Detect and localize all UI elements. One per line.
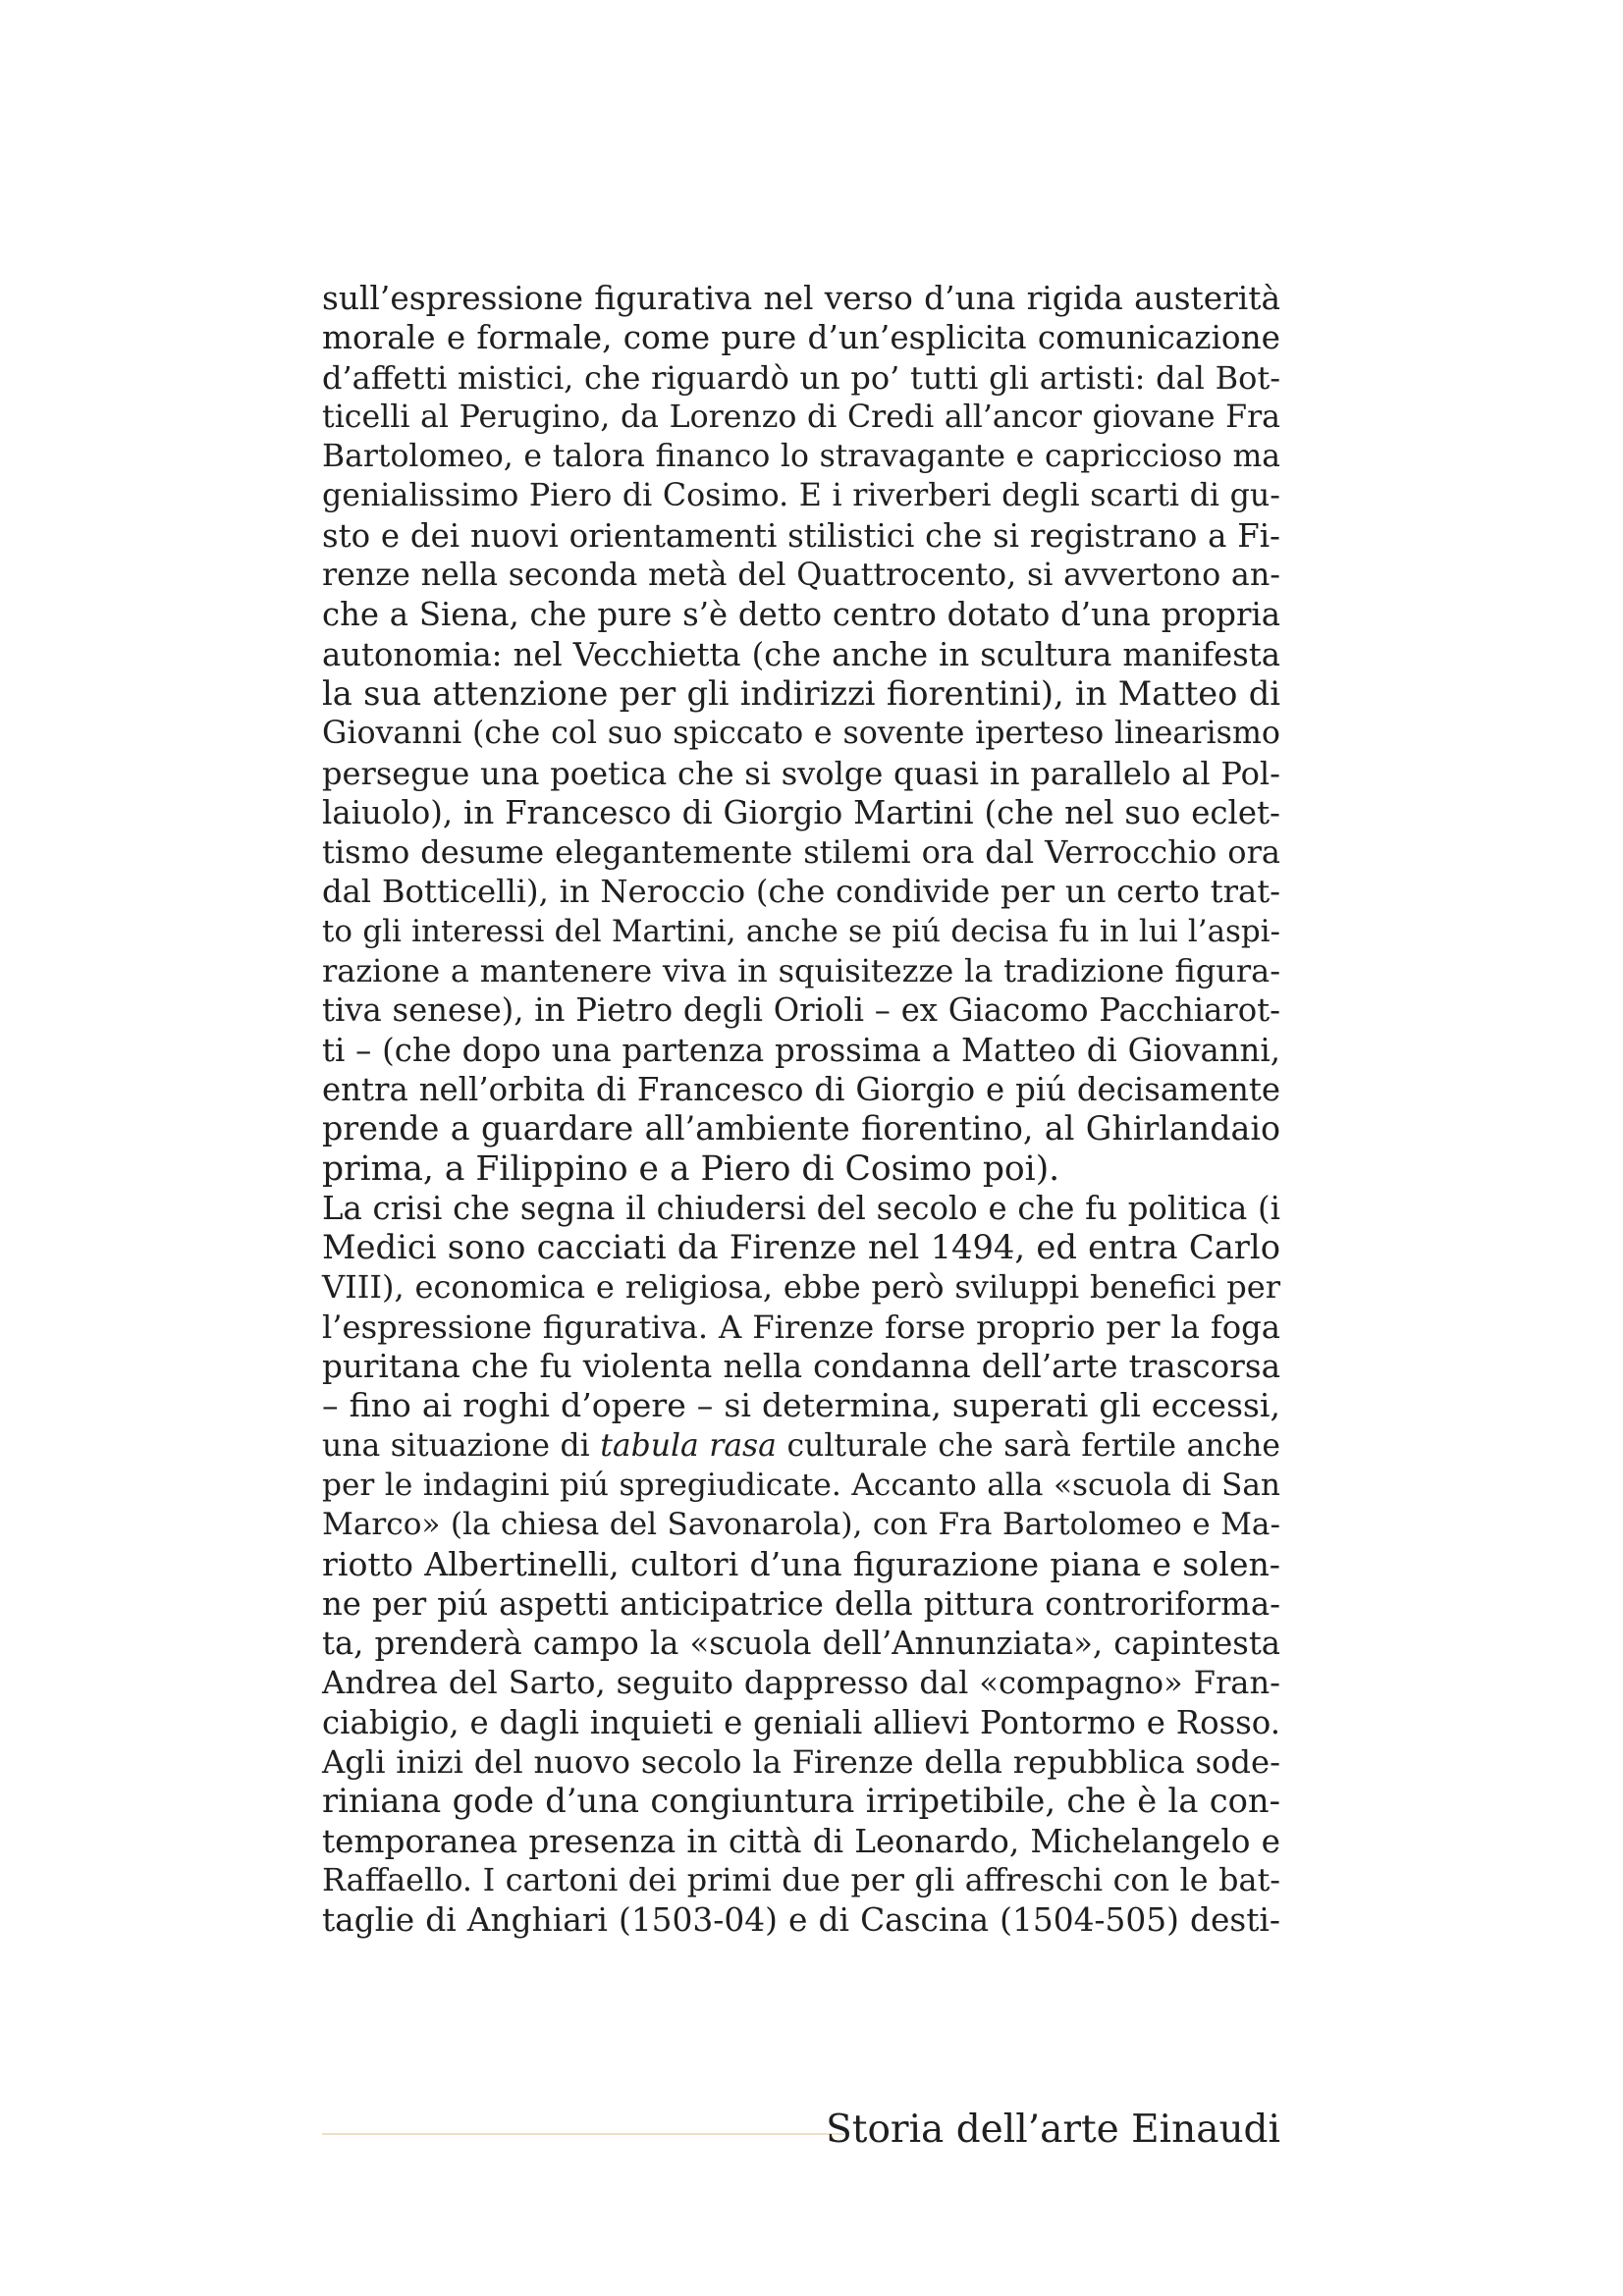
text-line: Andrea del Sarto, seguito dappresso dal «compagno» Fran- [322,1664,1280,1702]
text-line: riniana gode d’una congiuntura irripetibile, che è la con- [322,1782,1280,1821]
text-line: morale e formale, come pure d’un’esplicita comunicazione [322,319,1280,357]
footer-title: Storia dell’arte Einaudi [826,2108,1280,2152]
text-line: – fino ai roghi d’opere – si determina, superati gli eccessi, [322,1386,1280,1425]
text-line: La crisi che segna il chiudersi del secolo e che fu politica (i [322,1189,1280,1227]
text-segment: culturale che sarà fertile anche [776,1427,1280,1464]
text-line: Bartolomeo, e talora financo lo stravagante e capriccioso ma [322,439,1280,475]
text-line: tismo desume elegantemente stilemi ora dal Verrocchio ora [322,833,1280,872]
text-line: puritana che fu violenta nella condanna dell’arte trascorsa [322,1348,1280,1386]
text-line: prende a guardare all’ambiente fiorentino, al Ghirlandaio [322,1109,1280,1148]
text-line: laiuolo), in Francesco di Giorgio Martini (che nel suo eclet- [322,793,1280,831]
body-text [322,279,1280,1940]
text-line: VIII), economica e religiosa, ebbe però sviluppi benefici per [322,1268,1280,1307]
italic-term: tabula rasa [600,1427,777,1464]
text-line: dal Botticelli), in Neroccio (che condivide per un certo trat- [322,873,1280,911]
text-line: l’espressione figurativa. A Firenze forse proprio per la foga [322,1308,1280,1346]
text-line [322,1426,1280,1466]
text-line: per le indagini piú spregiudicate. Accanto alla «scuola di San [322,1467,1280,1503]
footer-divider [322,2133,844,2135]
text-line: Agli inizi del nuovo secolo la Firenze della repubblica sode- [322,1742,1280,1781]
text-segment: una situazione di [322,1427,601,1464]
text-line: Medici sono cacciati da Firenze nel 1494, ed entra Carlo [322,1228,1280,1267]
text-line: ciabigio, e dagli inquieti e geniali allievi Pontormo e Rosso. [322,1703,1280,1741]
text-line: sull’espressione figurativa nel verso d’una rigida austerità [322,280,1280,317]
text-line: ti – (che dopo una partenza prossima a Matteo di Giovanni, [322,1031,1280,1069]
text-line: ne per piú aspetti anticipatrice della pittura controriforma- [322,1584,1280,1623]
text-line: Raffaello. I cartoni dei primi due per gli affreschi con le bat- [322,1861,1280,1898]
text-line: sto e dei nuovi orientamenti stilistici che si registrano a Fi- [322,516,1280,555]
text-line: ticelli al Perugino, da Lorenzo di Credi all’ancor giovane Fra [322,399,1280,435]
text-line: Giovanni (che col suo spiccato e sovente iperteso linearismo [322,716,1280,752]
text-line: d’affetti mistici, che riguardò un po’ tutti gli artisti: dal Bot- [322,358,1280,397]
text-line: entra nell’orbita di Francesco di Giorgio e piú decisamente [322,1070,1280,1108]
text-line: renze nella seconda metà del Quattrocento, si avvertono an- [322,558,1280,594]
text-line: autonomia: nel Vecchietta (che anche in scultura manifesta [322,635,1280,673]
text-line: tiva senese), in Pietro degli Orioli – ex Giacomo Pacchiarot- [322,991,1280,1030]
text-line: genialissimo Piero di Cosimo. E i riverberi degli scarti di gu- [322,478,1280,514]
text-line: taglie di Anghiari (1503-04) e di Cascina (1504-505) desti- [322,1901,1280,1940]
text-line: ta, prenderà campo la «scuola dell’Annunziata», capintesta [322,1625,1280,1663]
text-line: temporanea presenza in città di Leonardo, Michelangelo e [322,1822,1280,1860]
text-line: Marco» (la chiesa del Savonarola), con Fra Bartolomeo e Ma- [322,1507,1280,1543]
text-line: prima, a Filippino e a Piero di Cosimo poi). [322,1148,1060,1189]
text-line: la sua attenzione per gli indirizzi fiorentini), in Matteo di [322,673,1280,713]
text-line: che a Siena, che pure s’è detto centro dotato d’una propria [322,596,1280,634]
text-line: to gli interessi del Martini, anche se piú decisa fu in lui l’aspi- [322,913,1280,949]
text-line: razione a mantenere viva in squisitezze la tradizione figura- [322,952,1280,990]
text-line: riotto Albertinelli, cultori d’una figurazione piana e solen- [322,1544,1280,1583]
text-line: persegue una poetica che si svolge quasi in parallelo al Pol- [322,754,1280,792]
